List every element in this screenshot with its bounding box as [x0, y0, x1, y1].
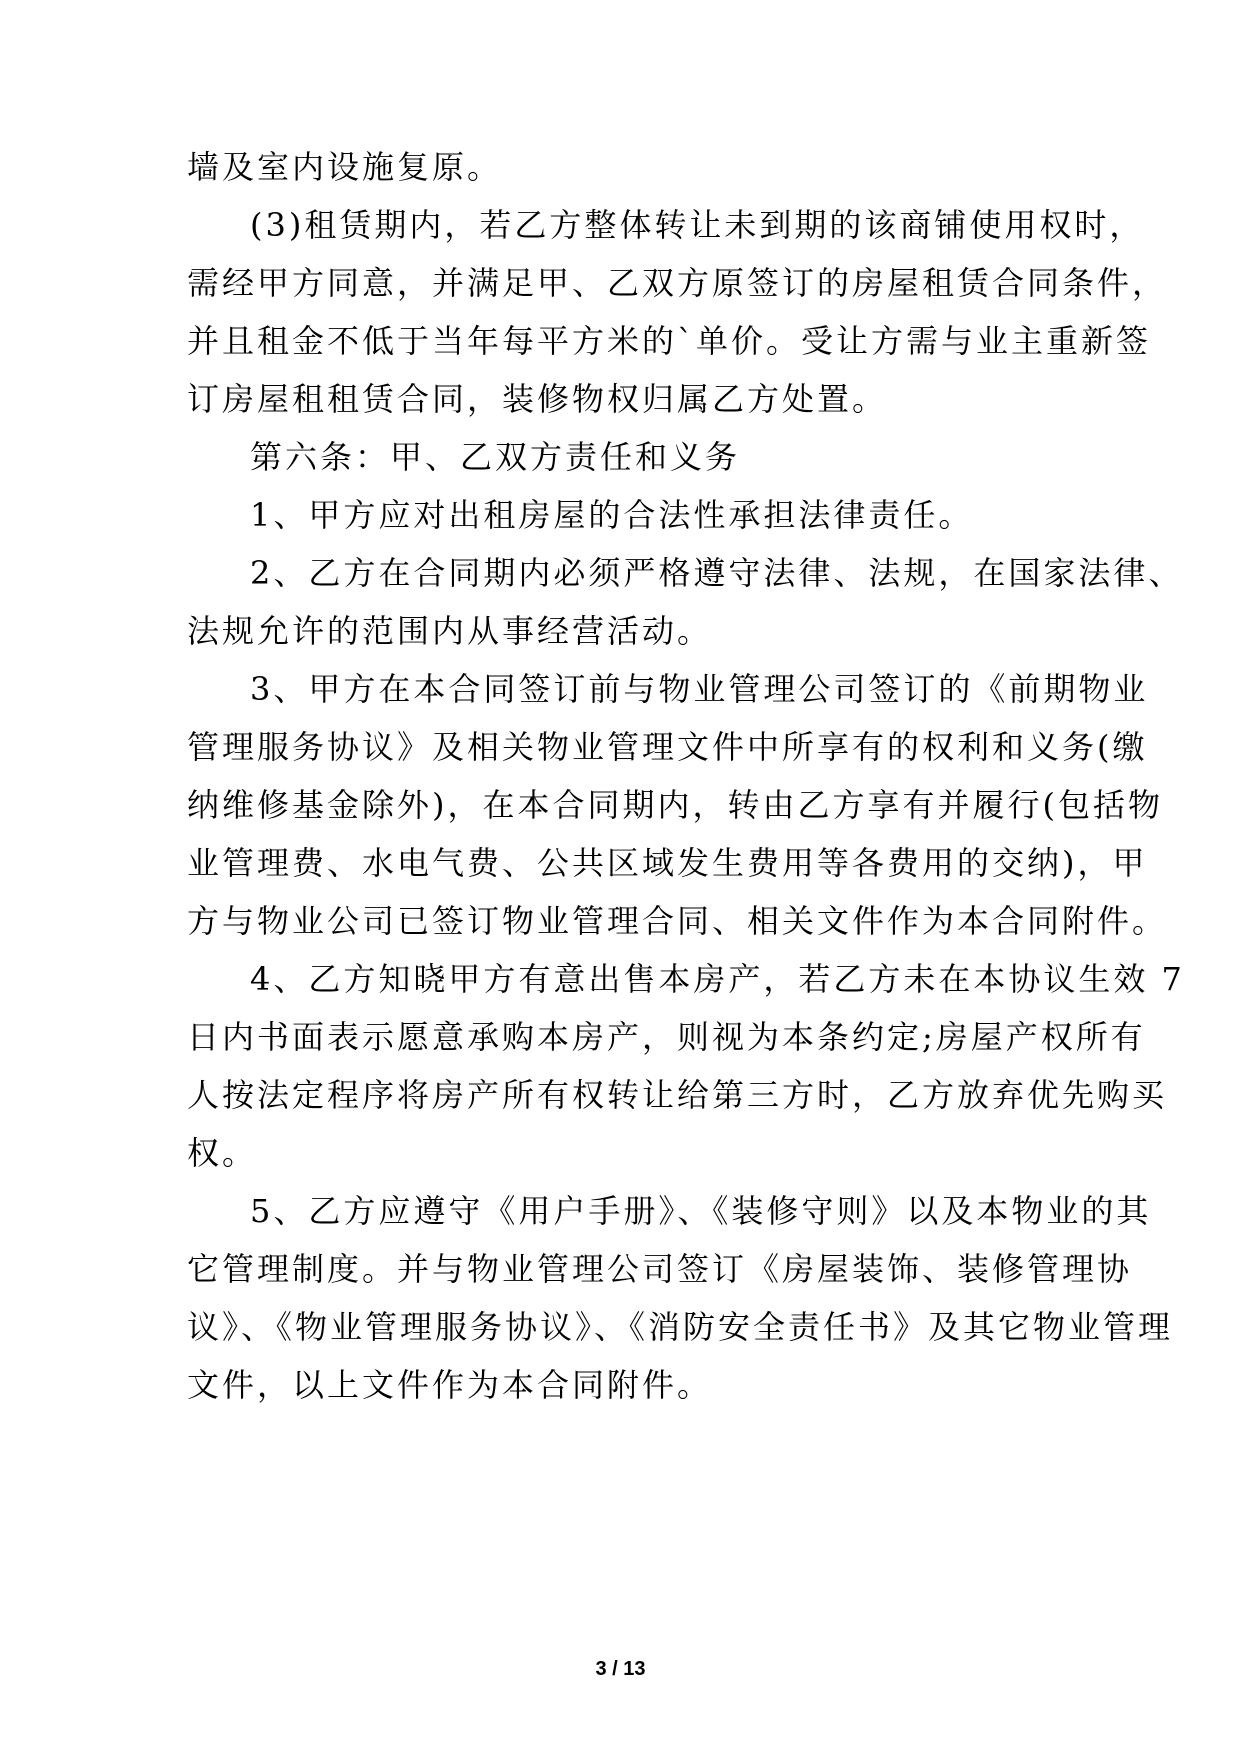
text-line: 权。 — [187, 1134, 258, 1172]
text-line: 2、乙方在合同期内必须严格遵守法律、法规，在国家法律、 — [250, 554, 1184, 592]
text-line: 法规允许的范围内从事经营活动。 — [187, 612, 713, 650]
text-line: 纳维修基金除外)，在本合同期内，转由乙方享有并履行(包括物 — [187, 786, 1163, 824]
text-line: 它管理制度。并与物业管理公司签订《房屋装饰、装修管理协 — [187, 1250, 1133, 1288]
text-line: 并且租金不低于当年每平方米的`单价。受让方需与业主重新签 — [187, 322, 1152, 360]
text-line: 业管理费、水电气费、公共区域发生费用等各费用的交纳)，甲 — [187, 844, 1148, 882]
text-line: 订房屋租租赁合同，装修物权归属乙方处置。 — [187, 380, 888, 418]
section-heading: 第六条：甲、乙双方责任和义务 — [250, 438, 741, 476]
text-line: 议》、《物业管理服务协议》、《消防安全责任书》及其它物业管理 — [187, 1308, 1174, 1346]
text-line: 3、甲方在本合同签订前与物业管理公司签订的《前期物业 — [250, 670, 1149, 708]
text-line: 需经甲方同意，并满足甲、乙双方原签订的房屋租赁合同条件， — [187, 264, 1168, 302]
text-line: 管理服务协议》及相关物业管理文件中所享有的权利和义务(缴 — [187, 728, 1148, 766]
text-line: 方与物业公司已签订物业管理合同、相关文件作为本合同附件。 — [187, 902, 1168, 940]
text-line: 4、乙方知晓甲方有意出售本房产，若乙方未在本协议生效 7 — [250, 960, 1185, 998]
text-line: 文件，以上文件作为本合同附件。 — [187, 1366, 713, 1404]
text-line: 人按法定程序将房产所有权转让给第三方时，乙方放弃优先购买 — [187, 1076, 1168, 1114]
text-line: (3)租赁期内，若乙方整体转让未到期的该商铺使用权时， — [250, 206, 1145, 244]
text-line: 日内书面表示愿意承购本房产，则视为本条约定;房屋产权所有 — [187, 1018, 1146, 1056]
text-line: 5、乙方应遵守《用户手册》、《装修守则》以及本物业的其 — [250, 1192, 1152, 1230]
page-number: 3 / 13 — [595, 1658, 646, 1680]
text-line: 墙及室内设施复原。 — [187, 148, 503, 186]
text-line: 1、甲方应对出租房屋的合法性承担法律责任。 — [250, 496, 974, 534]
